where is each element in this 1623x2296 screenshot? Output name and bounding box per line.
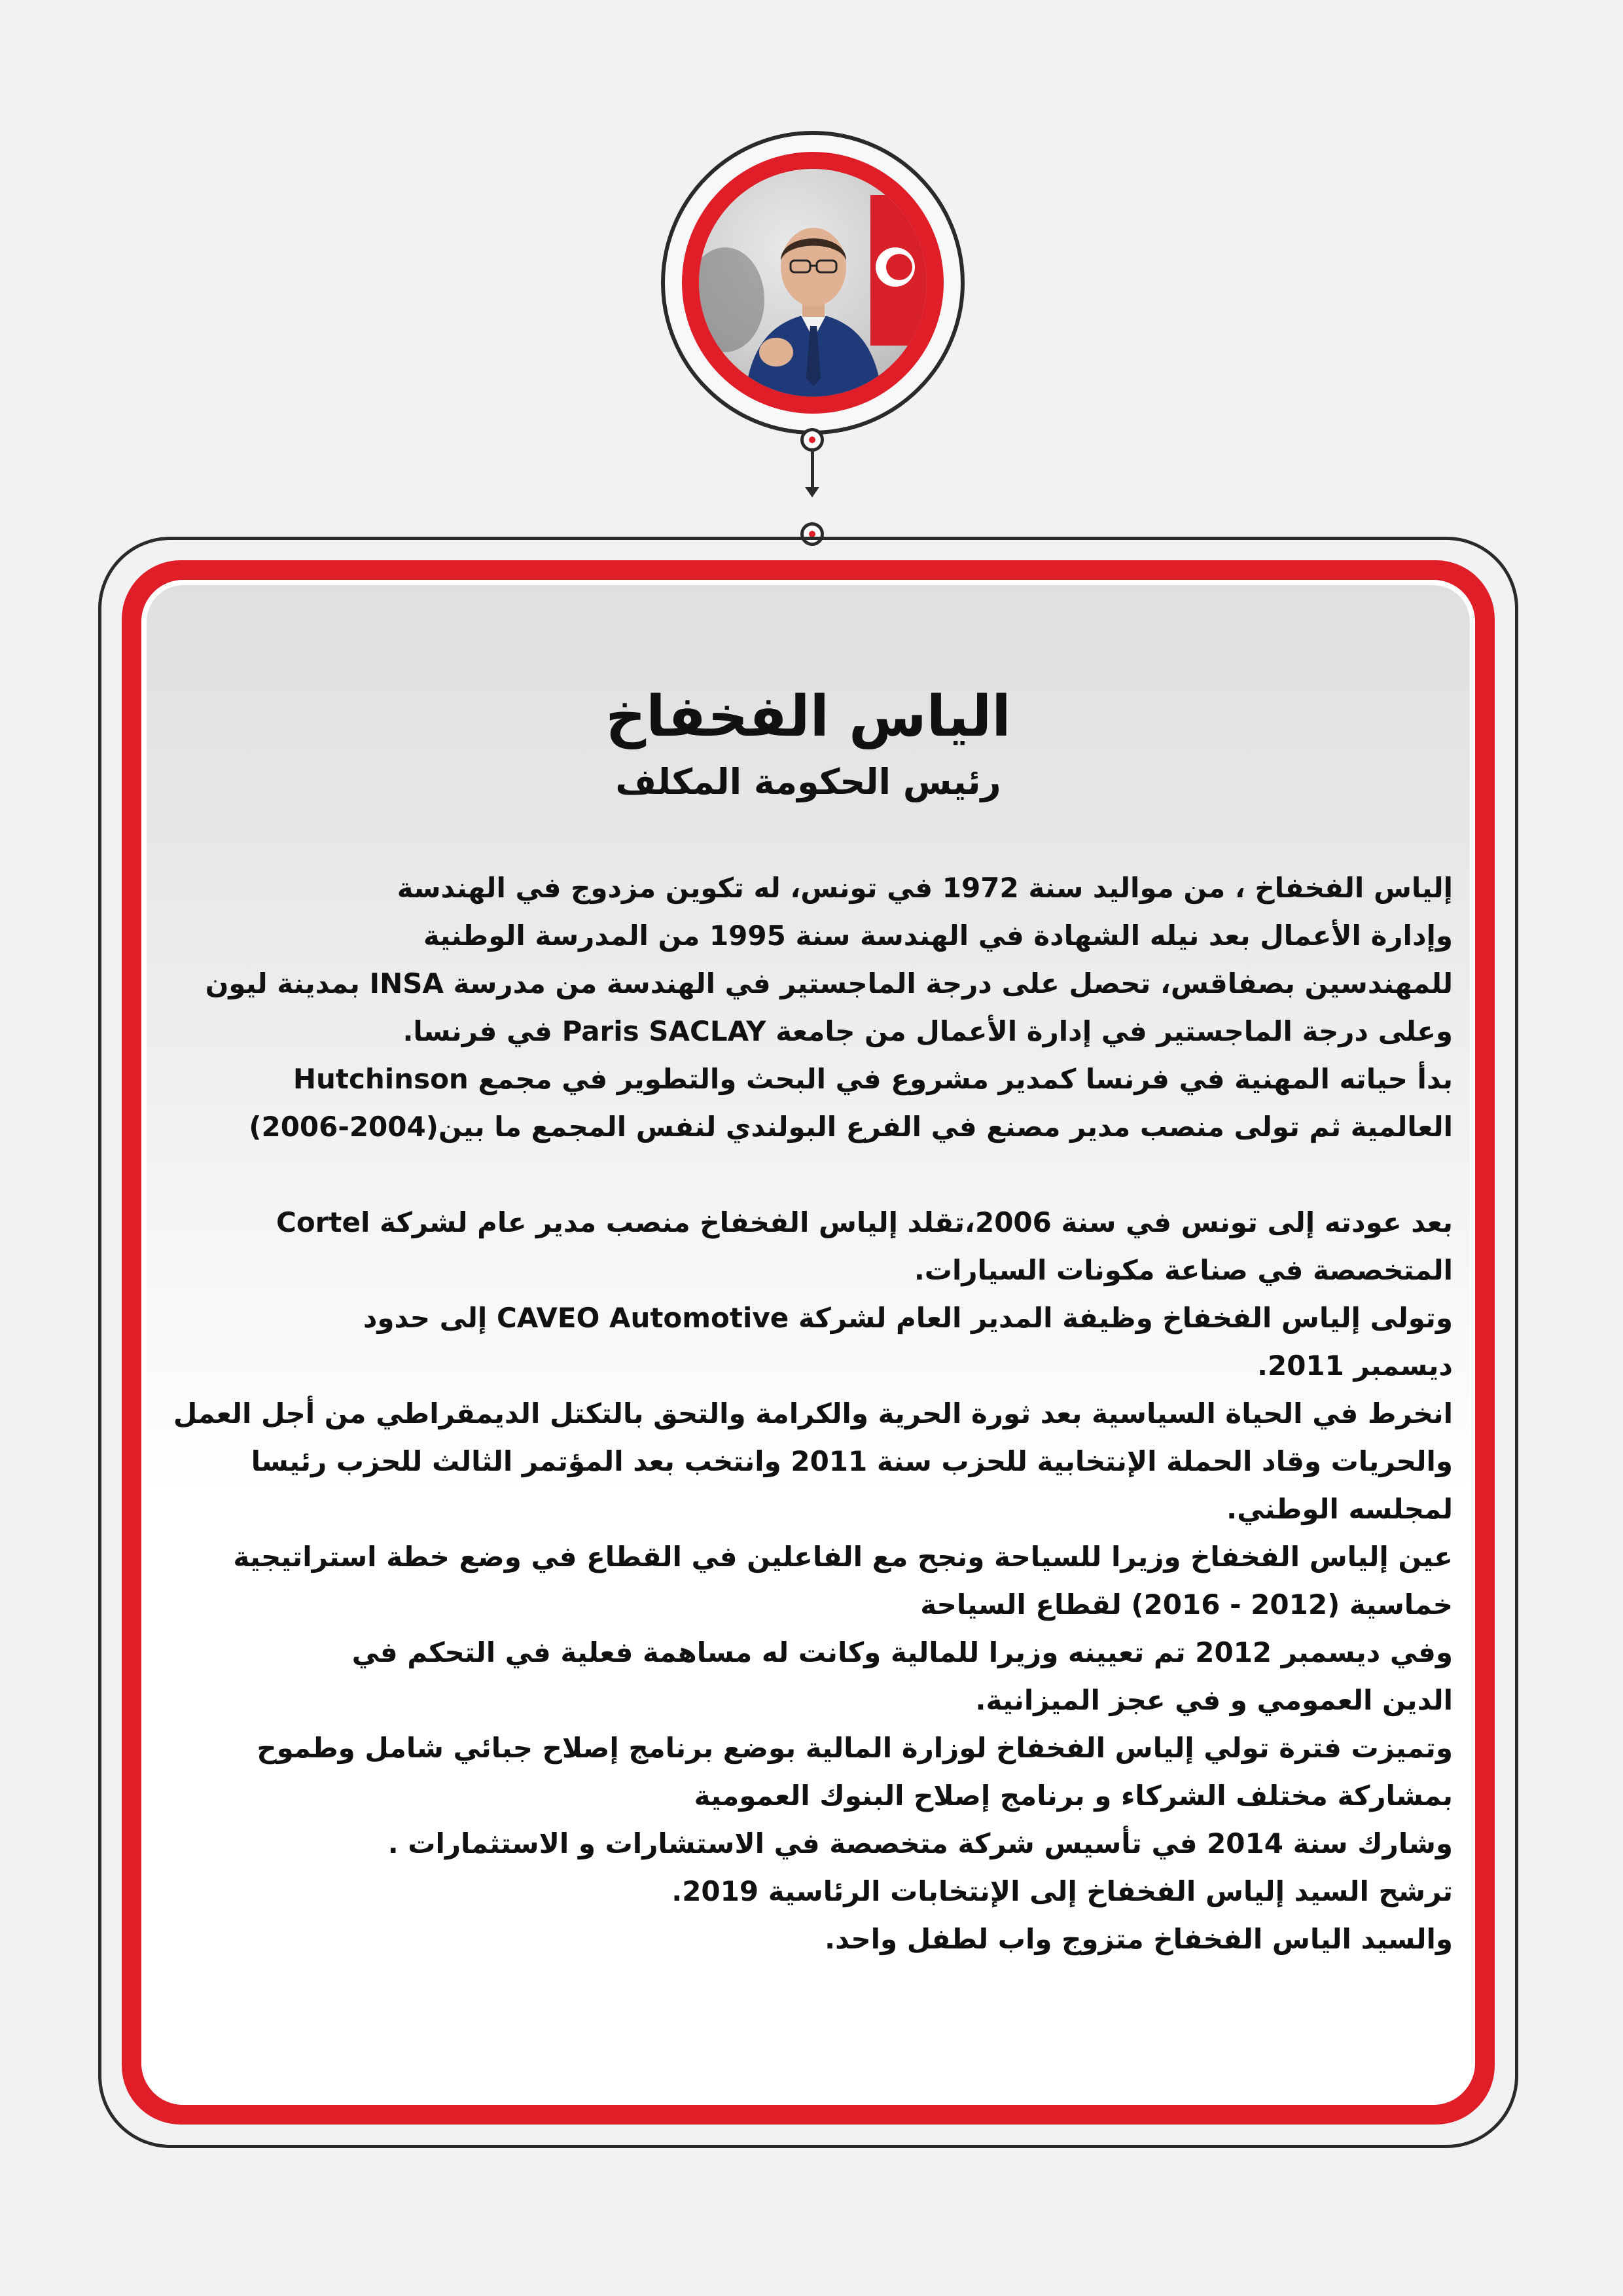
bio-line: والحريات وقاد الحملة الإنتخابية للحزب سنة 2011 وانتخب بعد المؤتمر الثالث للحزب رئيسا: [251, 1445, 1453, 1477]
bio-line: عين إلياس الفخفاخ وزيرا للسياحة ونجح مع الفاعلين في القطاع في وضع خطة استراتيجية: [233, 1541, 1453, 1573]
bio-line: العالمية ثم تولى منصب مدير مصنع في الفرع البولندي لنفس المجمع ما بين(2004-2006): [249, 1111, 1453, 1143]
connector-top-dot: [800, 428, 824, 452]
bio-line: بمشاركة مختلف الشركاء و برنامج إصلاح البنوك العمومية: [694, 1780, 1453, 1812]
down-arrow-icon: [805, 487, 819, 497]
bio-line: وفي ديسمبر 2012 تم تعيينه وزيرا للمالية وكانت له مساهمة فعلية في التحكم في: [351, 1636, 1453, 1668]
bio-line: وعلى درجة الماجستير في إدارة الأعمال من جامعة Paris SACLAY في فرنسا.: [402, 1015, 1453, 1047]
bio-line: وتميزت فترة تولي إلياس الفخفاخ لوزارة المالية بوضع برنامج إصلاح جبائي شامل وطموح: [257, 1732, 1453, 1764]
bio-line: وتولى إلياس الفخفاخ وظيفة المدير العام لشركة CAVEO Automotive إلى حدود: [363, 1302, 1453, 1334]
bio-line: لمجلسه الوطني.: [1226, 1493, 1453, 1525]
bio-line: ترشح السيد إلياس الفخفاخ إلى الإنتخابات الرئاسية 2019.: [671, 1875, 1453, 1907]
bio-line: [157, 1151, 1453, 1198]
connector-line: [811, 452, 814, 492]
bio-line: الدين العمومي و في عجز الميزانية.: [975, 1684, 1453, 1716]
bio-line: والسيد الياس الفخفاخ متزوج واب لطفل واحد.: [825, 1923, 1453, 1955]
bio-line: للمهندسين بصفاقس، تحصل على درجة الماجستير في الهندسة من مدرسة INSA بمدينة ليون: [205, 967, 1453, 999]
bio-line: انخرط في الحياة السياسية بعد ثورة الحرية والكرامة والتحق بالتكتل الديمقراطي من أجل العمل: [173, 1397, 1453, 1429]
person-name: الياس الفخفاخ: [605, 684, 1011, 749]
person-silhouette-icon: [699, 169, 927, 397]
bio-line: وشارك سنة 2014 في تأسيس شركة متخصصة في الاستشارات و الاستثمارات .: [387, 1827, 1453, 1859]
bio-line: بدأ حياته المهنية في فرنسا كمدير مشروع في البحث والتطوير في مجمع Hutchinson: [293, 1063, 1453, 1095]
bio-line: وإدارة الأعمال بعد نيله الشهادة في الهندسة سنة 1995 من المدرسة الوطنية: [423, 920, 1453, 952]
person-position: رئيس الحكومة المكلف: [615, 761, 1001, 802]
bio-line: ديسمبر 2011.: [1257, 1350, 1453, 1382]
bio-line: خماسية (2012 - 2016) لقطاع السياحة: [920, 1588, 1453, 1621]
portrait-photo: [699, 169, 927, 397]
bio-line: المتخصصة في صناعة مكونات السيارات.: [914, 1254, 1453, 1286]
biography-text: [157, 864, 1453, 2042]
bio-line: بعد عودته إلى تونس في سنة 2006،تقلد إلياس الفخفاخ منصب مدير عام لشركة Cortel: [276, 1206, 1453, 1238]
bio-line: إلياس الفخفاخ ، من مواليد سنة 1972 في تونس، له تكوين مزدوج في الهندسة: [397, 872, 1453, 904]
